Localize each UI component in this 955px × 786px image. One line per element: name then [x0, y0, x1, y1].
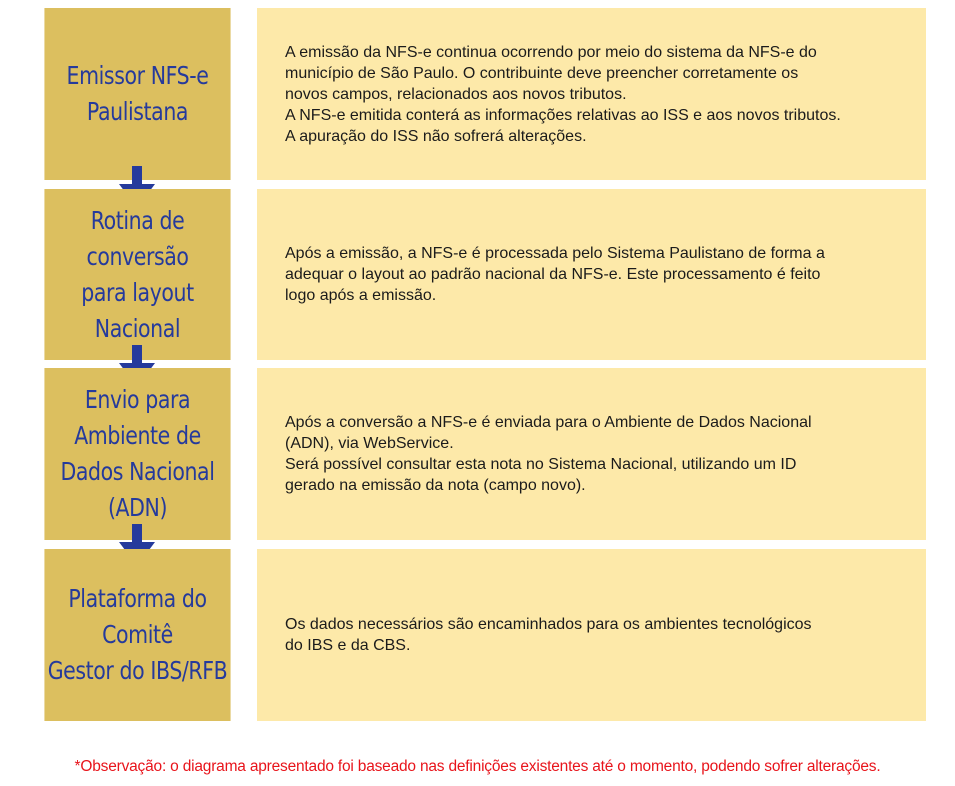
step-3-description: Após a conversão a NFS-e é enviada para o Ambiente de Dados Nacional (ADN), via WebService. Será possível consultar esta nota no Sistema Nacional, utilizando um ID gerado na emissão da nota (campo novo). [257, 368, 926, 540]
step-3-title: Envio para Ambiente de Dados Nacional (ADN) [44, 368, 230, 540]
step-4-title: Plataforma do Comitê Gestor do IBS/RFB [44, 549, 230, 721]
step-1-description: A emissão da NFS-e continua ocorrendo por meio do sistema da NFS-e do município de São Paulo. O contribuinte deve preencher corretamente os novos campos, relacionados aos novos tributos. A NFS-e emitida conterá as informações relativas ao ISS e aos novos tributos. A apuração do ISS não sofrerá alterações. [257, 8, 926, 180]
footnote: *Observação: o diagrama apresentado foi baseado nas definições existentes até o momento, podendo sofrer alterações. [74, 758, 881, 775]
step-1-title: Emissor NFS-e Paulistana [44, 8, 230, 180]
step-2-description: Após a emissão, a NFS-e é processada pelo Sistema Paulistano de forma a adequar o layout ao padrão nacional da NFS-e. Este processamento é feito logo após a emissão. [257, 189, 926, 360]
step-4-description: Os dados necessários são encaminhados para os ambientes tecnológicos do IBS e da CBS. [257, 549, 926, 721]
step-2-title: Rotina de conversão para layout Nacional [44, 189, 230, 360]
